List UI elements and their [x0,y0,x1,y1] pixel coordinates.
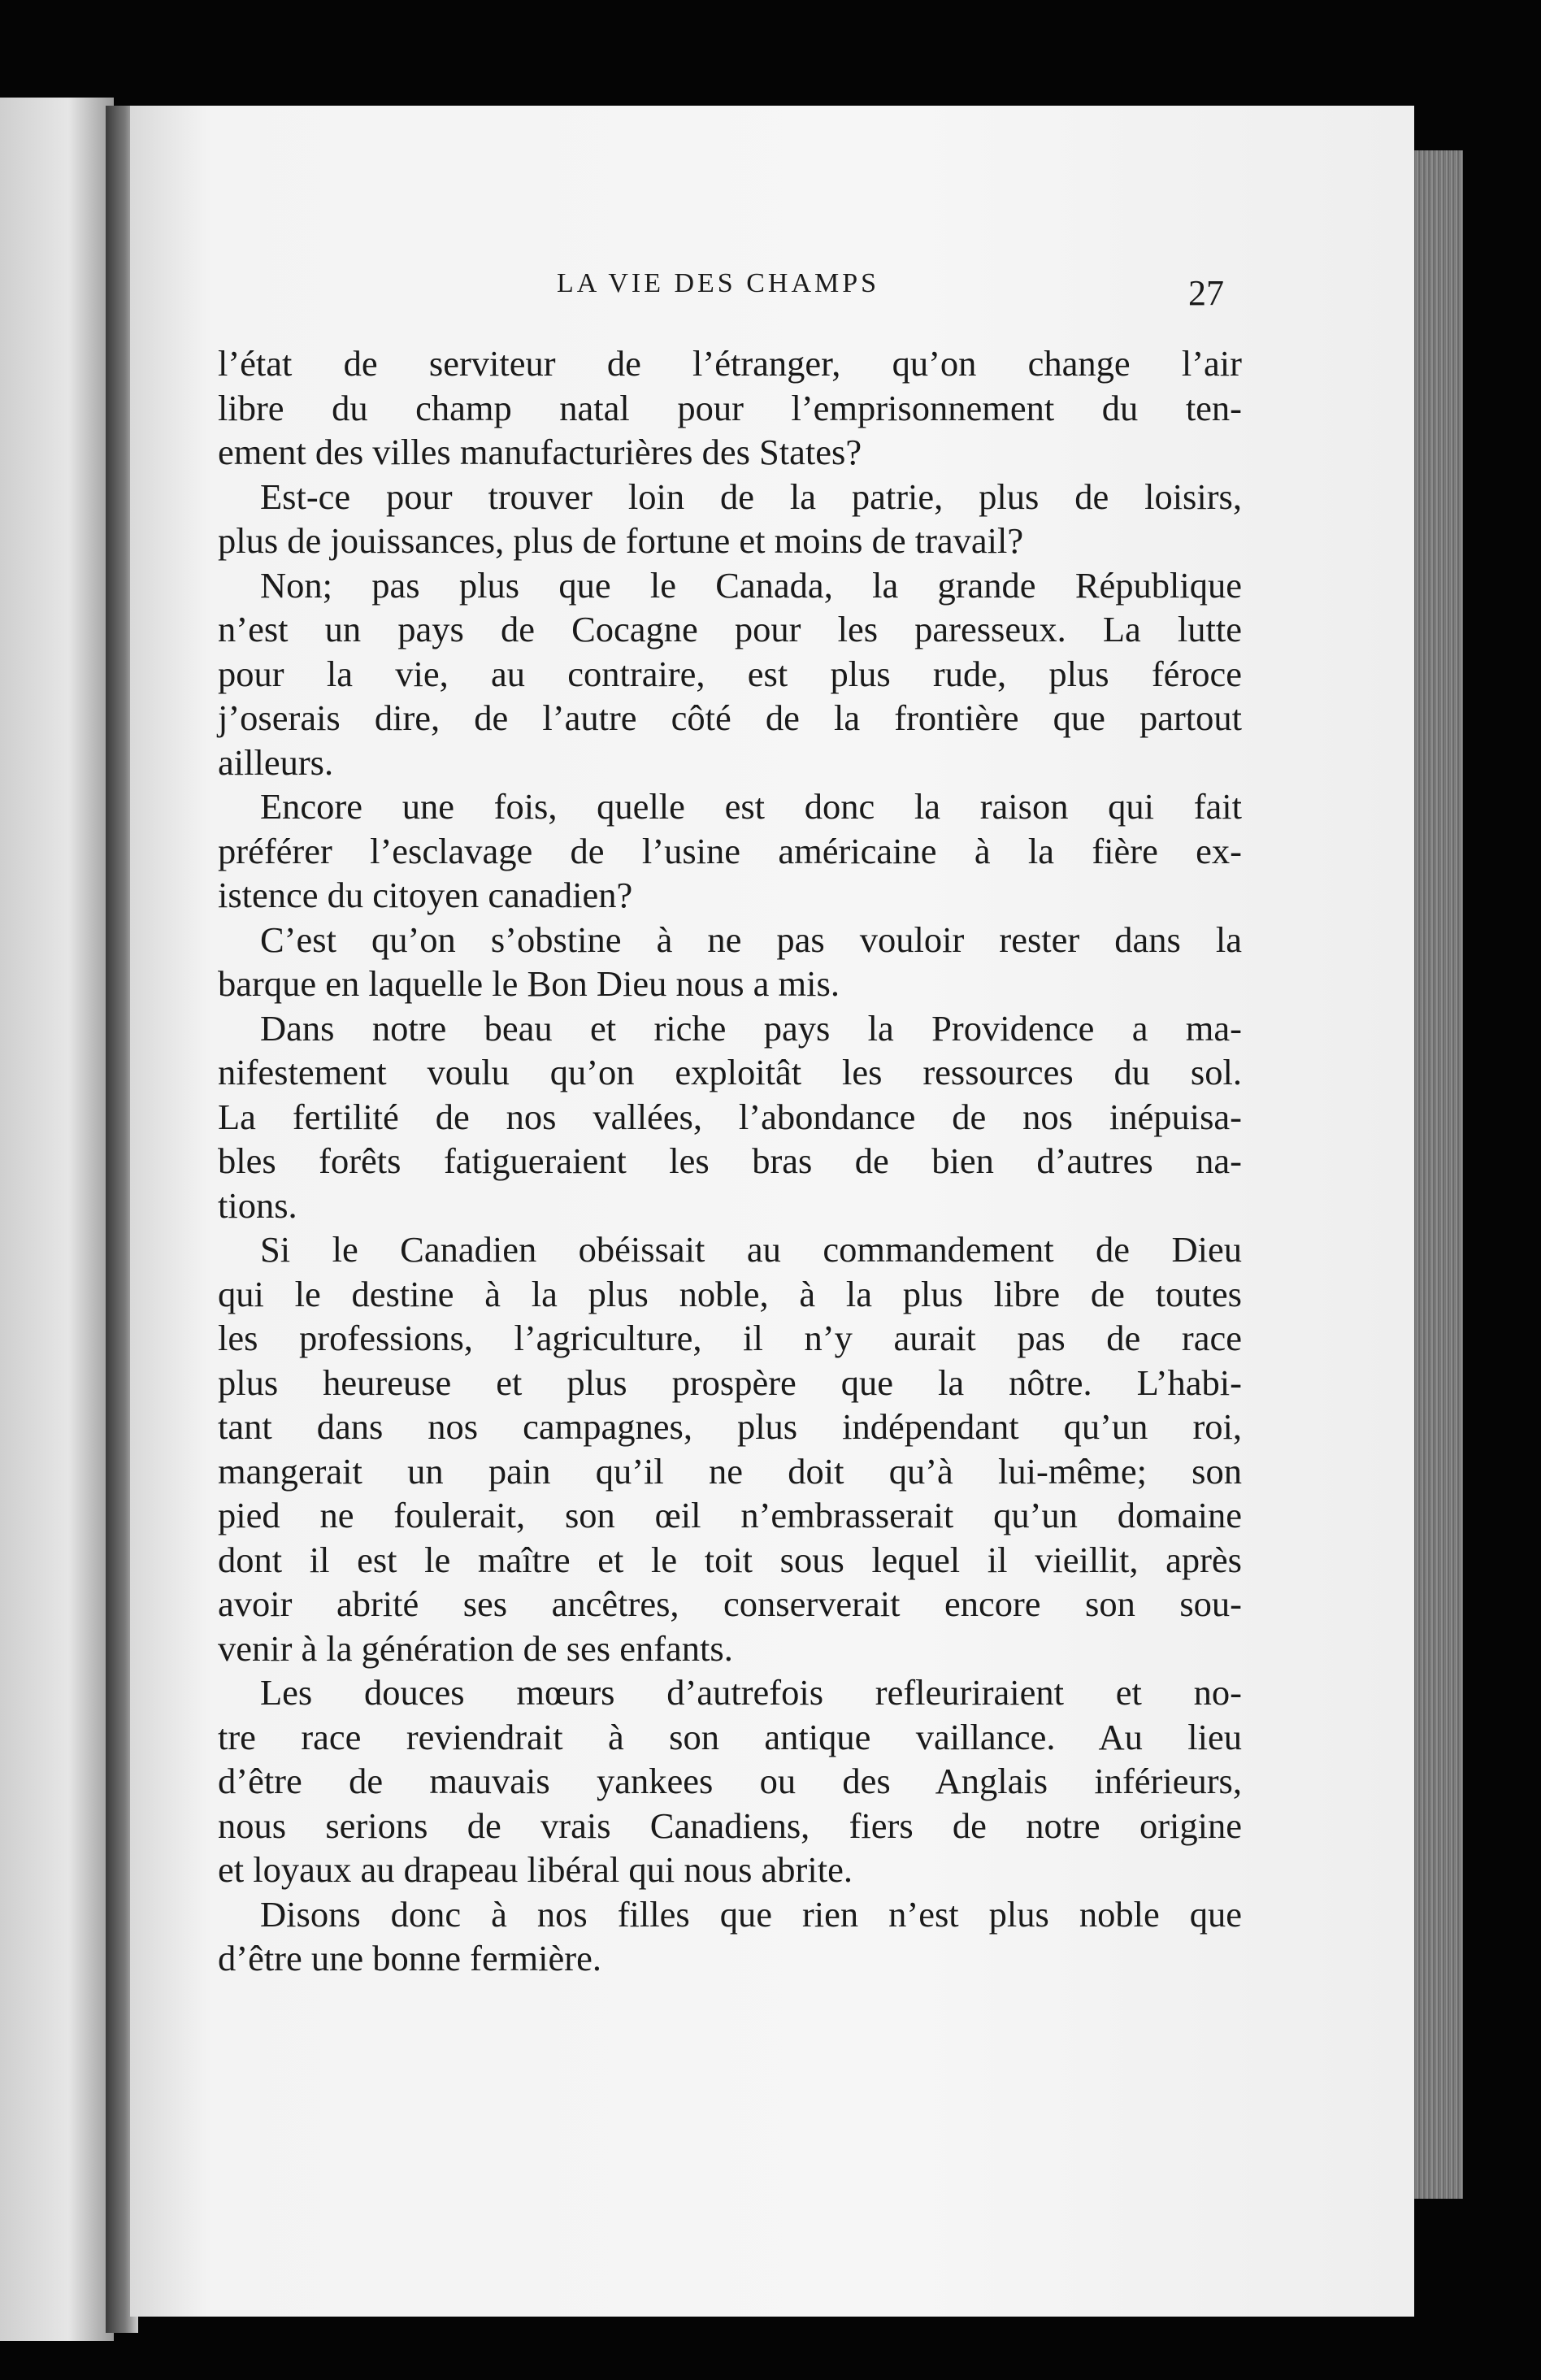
text-line: bles forêts fatigueraient les bras de bien d’autres na- [218,1140,1242,1181]
text-line: les professions, l’agriculture, il n’y aurait pas de race [218,1318,1242,1358]
text-line: j’oserais dire, de l’autre côté de la frontière que partout [218,697,1242,738]
text-line: plus heureuse et plus prospère que la nôtre. L’habi- [218,1362,1242,1403]
running-title: LA VIE DES CHAMPS [557,268,880,298]
text-line: avoir abrité ses ancêtres, conserverait encore son sou- [218,1583,1242,1624]
text-line: libre du champ natal pour l’emprisonnement du ten- [218,387,1242,428]
text-line: Dans notre beau et riche pays la Providence a ma- [260,1007,1242,1049]
text-line: Est-ce pour trouver loin de la patrie, plus de loisirs, [260,476,1242,517]
text-line: nous serions de vrais Canadiens, fiers de notre origine [218,1805,1242,1846]
text-line: d’être de mauvais yankees ou des Anglais inférieurs, [218,1761,1242,1801]
text-line: plus de jouissances, plus de fortune et moins de travail? [218,520,1024,561]
text-line: pied ne foulerait, son œil n’embrasserait qu’un domaine [218,1495,1242,1535]
page-number: 27 [1188,273,1224,313]
text-line: dont il est le maître et le toit sous lequel il vieillit, après [218,1539,1242,1580]
text-line: d’être une bonne fermière. [218,1938,601,1978]
text-line: tant dans nos campagnes, plus indépendant qu’un roi, [218,1406,1242,1447]
text-line: préférer l’esclavage de l’usine américaine à la fière ex- [218,830,1242,871]
text-line: ailleurs. [218,741,334,783]
text-line: mangerait un pain qu’il ne doit qu’à lui-même; son [218,1450,1242,1492]
text-line: venir à la génération de ses enfants. [218,1627,733,1669]
text-line: La fertilité de nos vallées, l’abondance de nos inépuisa- [218,1096,1242,1137]
text-line: barque en laquelle le Bon Dieu nous a mis. [218,963,840,1004]
body-text [218,341,1242,1981]
text-line: nifestement voulu qu’on exploitât les ressources du sol. [218,1052,1242,1092]
text-line: Disons donc à nos filles que rien n’est plus noble que [260,1893,1242,1935]
text-line: qui le destine à la plus noble, à la plus libre de toutes [218,1273,1242,1314]
text-line: tions. [218,1184,297,1226]
book-page-edges [1406,150,1463,2199]
text-line: l’état de serviteur de l’étranger, qu’on change l’air [218,343,1242,384]
text-line: Non; pas plus que le Canada, la grande République [260,564,1242,606]
text-line: tre race reviendrait à son antique vaillance. Au lieu [218,1716,1242,1757]
left-facing-page-edge [0,98,114,2341]
text-line: et loyaux au drapeau libéral qui nous abrite. [218,1849,853,1890]
text-line: istence du citoyen canadien? [218,875,633,915]
text-line: n’est un pays de Cocagne pour les paresseux. La lutte [218,609,1242,649]
text-line: pour la vie, au contraire, est plus rude, plus féroce [218,653,1242,694]
text-line: Les douces mœurs d’autrefois refleuriraient et no- [260,1672,1242,1713]
text-line: ement des villes manufacturières des States? [218,432,862,472]
text-line: C’est qu’on s’obstine à ne pas vouloir rester dans la [260,919,1242,960]
text-line: Si le Canadien obéissait au commandement de Dieu [260,1229,1242,1270]
text-line: Encore une fois, quelle est donc la raison qui fait [260,786,1242,827]
